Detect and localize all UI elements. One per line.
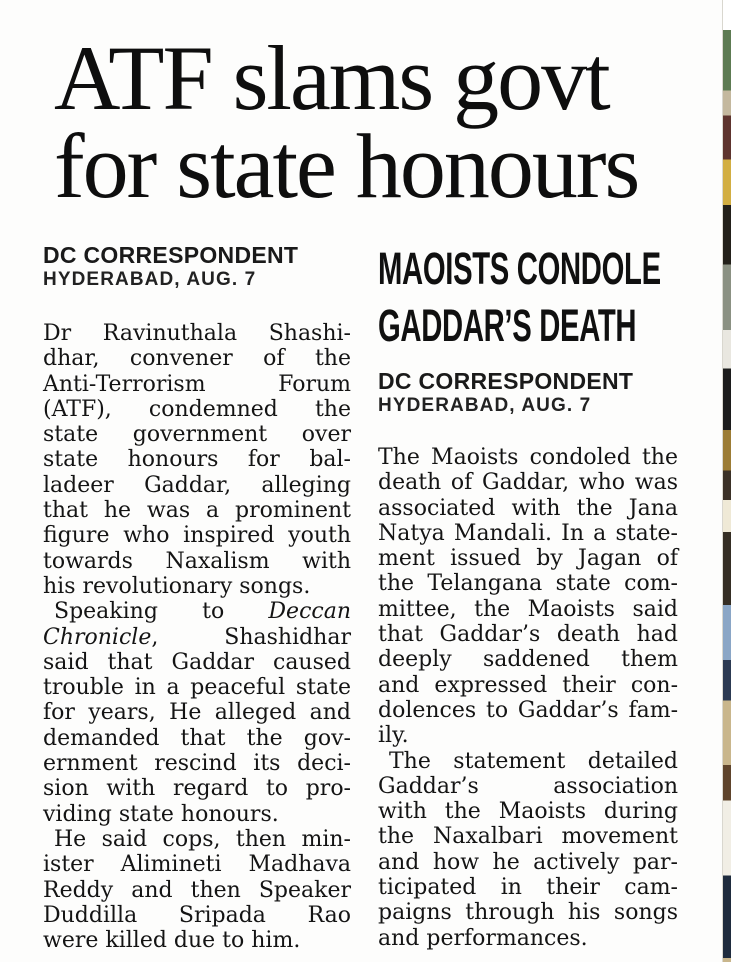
article-body (43, 321, 351, 953)
body-line: his revolutionary songs. (43, 573, 311, 599)
body-line: Natya Mandali. In a state- (378, 520, 678, 546)
right-byline-block (378, 368, 678, 418)
body-line: state government over (43, 422, 351, 448)
body-line: death of Gaddar, who was (378, 470, 678, 496)
paragraph (378, 445, 678, 749)
body-line: paigns through his songs (378, 900, 678, 926)
body-line: Duddilla Sripada Rao (43, 902, 351, 928)
body-line: Dr Ravinuthala Shashi- (43, 321, 351, 346)
article-body (378, 445, 678, 951)
body-line: demanded that the gov- (43, 725, 351, 751)
body-line: associated with the Jana (378, 495, 678, 521)
body-line: sion with regard to pro- (43, 776, 351, 802)
body-line: trouble in a peaceful state (43, 675, 351, 701)
body-line: Reddy and then Speaker (43, 877, 351, 903)
dateline: HYDERABAD, AUG. 7 (378, 395, 592, 416)
body-line: Gaddar’s association (378, 773, 678, 799)
body-line: were killed due to him. (43, 928, 301, 954)
paragraph (43, 321, 351, 599)
body-line: ladeer Gaddar, alleging (43, 472, 351, 498)
sub-headline-line-2: GADDAR’S DEATH (378, 300, 637, 351)
body-line: towards Naxalism with (43, 548, 351, 574)
body-line: Anti-Terrorism Forum (43, 371, 351, 397)
paragraph (43, 599, 351, 827)
body-line: ernment rescind its deci- (43, 751, 351, 777)
body-line: (ATF), condemned the (43, 396, 351, 422)
body-line: The statement detailed (389, 748, 678, 774)
body-line: with the Maoists during (378, 799, 678, 825)
body-line: dolences to Gaddar’s fam- (378, 697, 678, 723)
body-line: ticipated in their cam- (378, 875, 678, 901)
adjacent-photo-sliver (722, 0, 731, 962)
right-column (378, 240, 678, 951)
body-line: state honours for bal- (43, 447, 351, 473)
body-line: Speaking to Deccan (54, 599, 351, 625)
body-line: and expressed their con- (378, 672, 678, 698)
body-line: said that Gaddar caused (43, 649, 351, 675)
byline: DC CORRESPONDENT (43, 242, 299, 268)
body-line: mittee, the Maoists said (378, 596, 678, 622)
left-byline-block (43, 242, 351, 292)
body-line: and performances. (378, 925, 588, 951)
sub-headline (378, 240, 678, 354)
body-line: deeply saddened them (378, 647, 678, 673)
body-line: ily. (378, 723, 409, 749)
main-headline (54, 27, 639, 217)
body-line: Chronicle, Shashidhar (43, 624, 351, 650)
body-line: figure who inspired youth (43, 523, 351, 549)
body-line: and how he actively par- (378, 849, 678, 875)
body-line: that Gaddar’s death had (378, 622, 678, 648)
body-line: the Telangana state com- (378, 571, 678, 597)
body-line: ment issued by Jagan of (378, 546, 678, 572)
paragraph (43, 827, 351, 953)
body-line: The Maoists condoled the (378, 445, 678, 470)
body-line: ister Alimineti Madhava (43, 852, 351, 878)
paragraph (378, 749, 678, 951)
body-line: He said cops, then min- (54, 826, 351, 852)
body-line: viding state honours. (43, 801, 279, 827)
left-column (43, 240, 351, 953)
main-headline-line-1: ATF slams govt (54, 27, 609, 129)
sub-headline-line-1: MAOISTS CONDOLE (378, 243, 661, 294)
body-line: the Naxalbari movement (378, 824, 678, 850)
dateline: HYDERABAD, AUG. 7 (43, 269, 257, 290)
byline: DC CORRESPONDENT (378, 368, 634, 394)
body-line: dhar, convener of the (43, 346, 351, 372)
body-line: that he was a prominent (43, 498, 351, 524)
body-line: for years, He alleged and (43, 700, 351, 726)
main-headline-line-2: for state honours (54, 115, 639, 217)
